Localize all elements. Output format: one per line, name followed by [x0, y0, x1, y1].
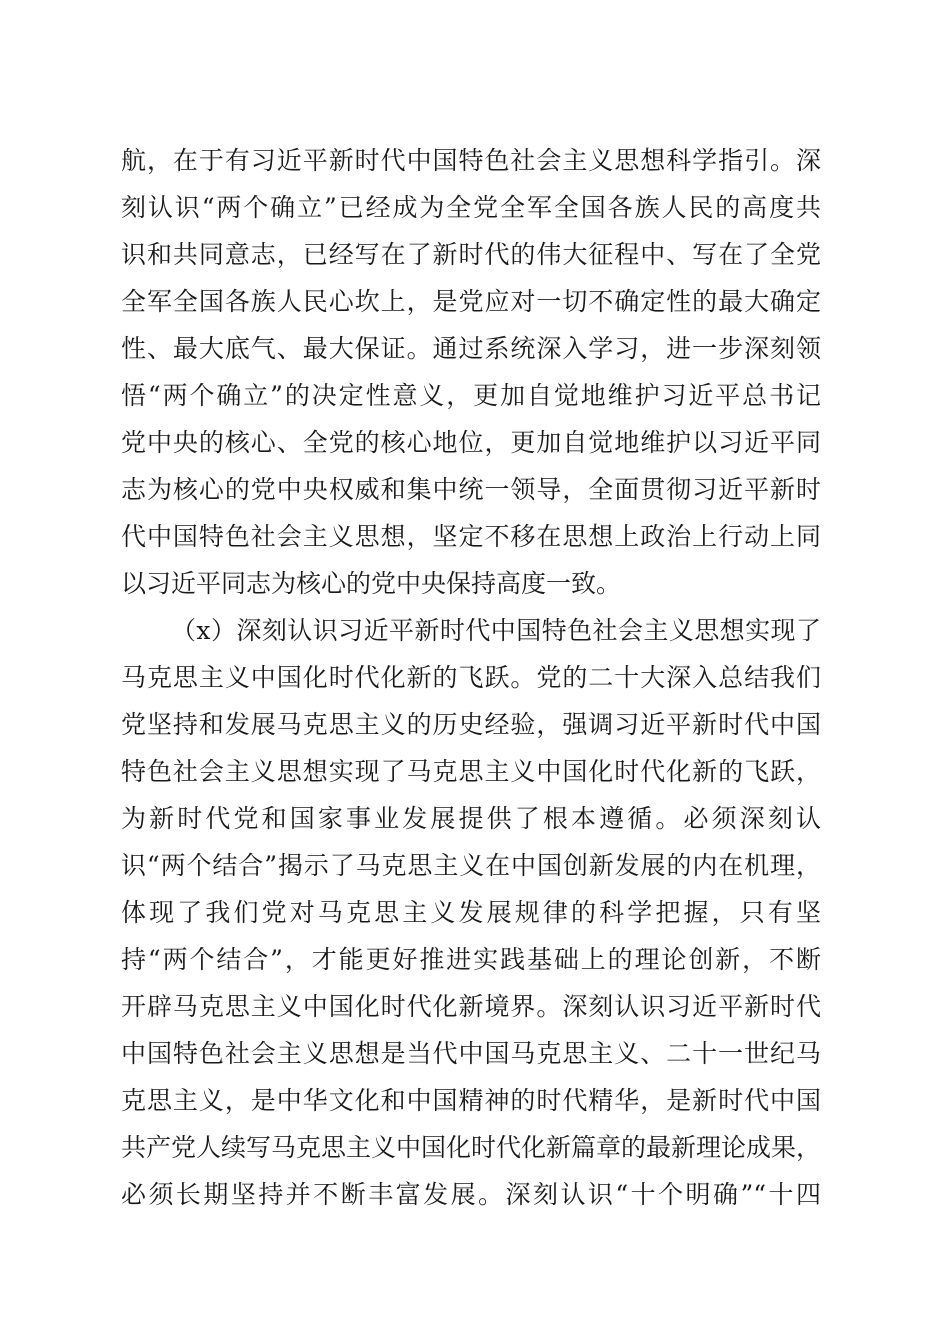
- text-line: 持“两个结合”，才能更好推进实践基础上的理论创新，不断: [121, 945, 821, 974]
- text-line: 代中国特色社会主义思想，坚定不移在思想上政治上行动上同: [121, 522, 821, 551]
- text-line: 党坚持和发展马克思主义的历史经验，强调习近平新时代中国: [121, 710, 821, 739]
- text-line: 悟“两个确立”的决定性意义，更加自觉地维护习近平总书记: [121, 381, 821, 410]
- text-line: 党中央的核心、全党的核心地位，更加自觉地维护以习近平同: [121, 428, 821, 457]
- text-line: 开辟马克思主义中国化时代化新境界。深刻认识习近平新时代: [121, 992, 821, 1021]
- text-line: 识“两个结合”揭示了马克思主义在中国创新发展的内在机理，: [121, 851, 821, 880]
- text-line: 志为核心的党中央权威和集中统一领导，全面贯彻习近平新时: [121, 475, 821, 504]
- text-line: 马克思主义中国化时代化新的飞跃。党的二十大深入总结我们: [121, 663, 821, 692]
- text-line: 航，在于有习近平新时代中国特色社会主义思想科学指引。深: [121, 146, 821, 175]
- text-line: 克思主义，是中华文化和中国精神的时代精华，是新时代中国: [121, 1086, 821, 1115]
- text-line: 性、最大底气、最大保证。通过系统深入学习，进一步深刻领: [121, 334, 821, 363]
- text-line: 全军全国各族人民心坎上，是党应对一切不确定性的最大确定: [121, 287, 821, 316]
- text-line: 识和共同意志，已经写在了新时代的伟大征程中、写在了全党: [121, 240, 821, 269]
- text-line: 刻认识“两个确立”已经成为全党全军全国各族人民的高度共: [121, 193, 821, 222]
- text-line: 中国特色社会主义思想是当代中国马克思主义、二十一世纪马: [121, 1039, 821, 1068]
- text-line: 必须长期坚持并不断丰富发展。深刻认识“十个明确”“十四: [121, 1180, 821, 1209]
- text-line: 为新时代党和国家事业发展提供了根本遵循。必须深刻认: [121, 804, 821, 833]
- text-line: 共产党人续写马克思主义中国化时代化新篇章的最新理论成果，: [121, 1133, 821, 1162]
- text-line: 以习近平同志为核心的党中央保持高度一致。: [121, 569, 622, 598]
- text-line: 特色社会主义思想实现了马克思主义中国化时代化新的飞跃，: [121, 757, 821, 786]
- section-heading-line: （x）深刻认识习近平新时代中国特色社会主义思想实现了: [171, 616, 821, 645]
- text-line: 体现了我们党对马克思主义发展规律的科学把握，只有坚: [121, 898, 821, 927]
